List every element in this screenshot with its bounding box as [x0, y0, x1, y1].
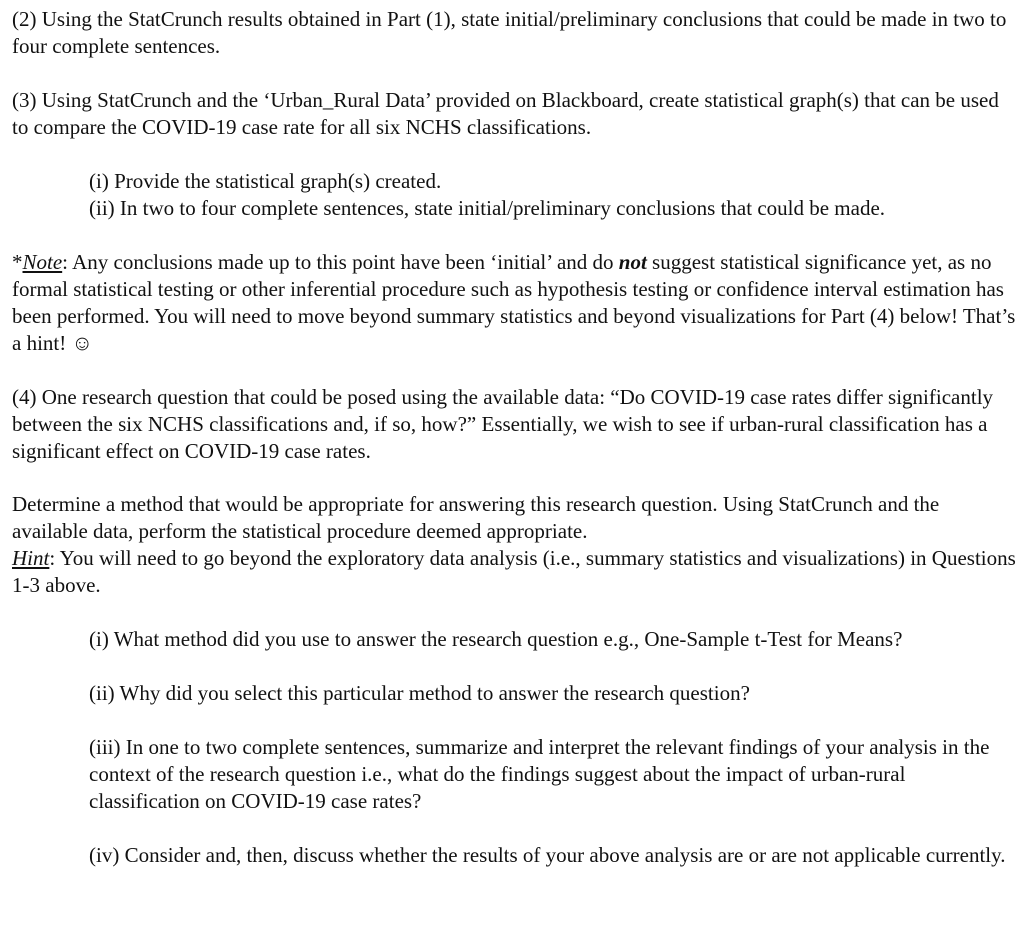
note-text-before: Any conclusions made up to this point have been ‘initial’ and do — [68, 250, 619, 274]
question-4-determine: Determine a method that would be appropriate for answering this research question. Using StatCrunch and the available data, perform the statistical procedure deemed appropriate. — [12, 492, 940, 543]
note-label: Note — [22, 250, 63, 274]
note-star: * — [12, 250, 23, 274]
note-colon: : — [62, 250, 69, 274]
question-4-item-iii: (iii) In one to two complete sentences, summarize and interpret the relevant findings of your analysis in the context of the research question i.e., what do the findings suggest about the impact of urban-rural classification on COVID-19 case rates? — [89, 735, 990, 813]
question-4-item-i: (i) What method did you use to answer the research question e.g., One-Sample t-Test for Means? — [89, 627, 903, 651]
hint-label: Hint — [12, 546, 50, 570]
question-4-item-ii: (ii) Why did you select this particular method to answer the research question? — [89, 681, 750, 705]
note-emphasis: not — [618, 250, 647, 274]
hint-paragraph — [12, 545, 1016, 599]
question-3-text: (3) Using StatCrunch and the ‘Urban_Rural Data’ provided on Blackboard, create statistical graph(s) that can be used to compare the COVID-19 case rate for all six NCHS classifications. — [12, 88, 999, 139]
hint-colon: : — [49, 546, 56, 570]
hint-text: You will need to go beyond the exploratory data analysis (i.e., summary statistics and visualizations) in Questions 1-3 above. — [12, 546, 1016, 597]
question-4-item-iv: (iv) Consider and, then, discuss whether the results of your above analysis are or are not applicable currently. — [89, 843, 1006, 867]
note-paragraph — [12, 249, 1016, 357]
question-2-text: (2) Using the StatCrunch results obtained in Part (1), state initial/preliminary conclusions that could be made in two to four complete sentences. — [12, 7, 1007, 58]
question-3-item-ii: (ii) In two to four complete sentences, state initial/preliminary conclusions that could be made. — [89, 196, 886, 220]
question-3-item-i: (i) Provide the statistical graph(s) created. — [89, 169, 442, 193]
note-text-after: suggest statistical significance yet, as no formal statistical testing or other inferential procedure such as hypothesis testing or confidence interval estimation has been performed. You will need to move beyond summary statistics and beyond visualizations for Part (4) below! That’s a hint! ☺ — [12, 250, 1016, 355]
question-4-text: (4) One research question that could be posed using the available data: “Do COVID-19 case rates differ significantly between the six NCHS classifications and, if so, how?” Essentially, we wish to see if urban-rural classification has a significant effect on COVID-19 case rates. — [12, 385, 994, 463]
